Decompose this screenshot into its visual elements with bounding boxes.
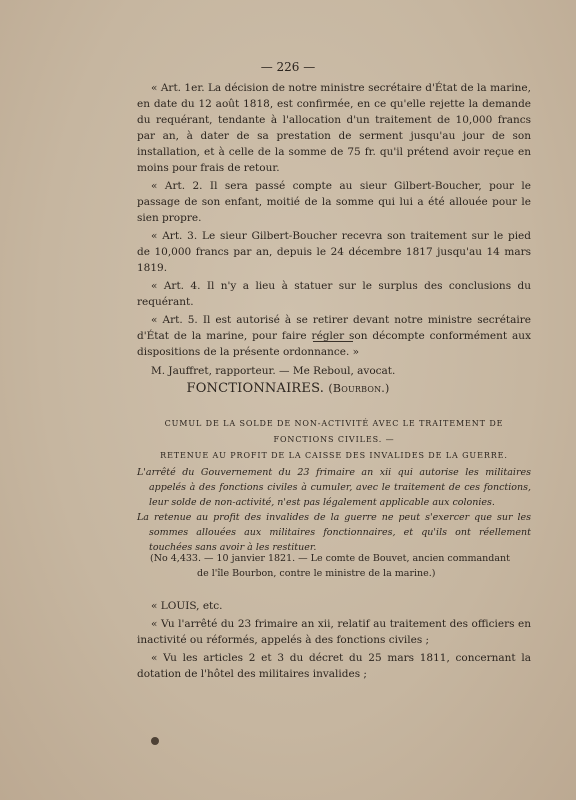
reference-line-1: (No 4,433. — 10 janvier 1821. — Le comte de Bouvet, ancien commandant	[150, 553, 510, 564]
decision-vu-2: « Vu les articles 2 et 3 du décret du 25 mars 1811, concernant la dotation de l'hôtel des militaires invalides ;	[137, 652, 531, 680]
section-heading	[0, 381, 576, 396]
summary-paragraph-1: L'arrêté du Gouvernement du 23 frimaire an xii qui autorise les militaires appelés à des fonctions civiles à cumuler, avec le traitement de ces fonctions, leur solde de non-activité, n'est pas légalement applicable aux colonies.	[137, 467, 531, 508]
page-number: — 226 —	[260, 60, 316, 74]
subtitle-line-1: CUMUL DE LA SOLDE DE NON-ACTIVITÉ AVEC LE TRAITEMENT DE FONCTIONS CIVILES. —	[164, 419, 504, 444]
summary-paragraph-2: La retenue au profit des invalides de la guerre ne peut s'exercer que sur les sommes allouées aux militaires fonctionnaires, et qu'ils ont réellement touchées sans avoir à les restituer.	[137, 512, 531, 553]
section-place: (Bourbon.)	[328, 382, 390, 395]
decision-vu-1: « Vu l'arrêté du 23 frimaire an xii, relatif au traitement des officiers en inactivité ou réformés, appelés à des fonctions civiles ;	[137, 618, 531, 646]
article-5: « Art. 5. Il est autorisé à se retirer devant notre ministre secrétaire d'État de la marine, pour faire régler son décompte conformément aux dispositions de la présente ordonnance. »	[137, 314, 531, 358]
section-subtitle	[137, 416, 531, 464]
article-2: « Art. 2. Il sera passé compte au sieur Gilbert-Boucher, pour le passage de son enfant, moitié de la somme qui lui a été allouée pour le sien propre.	[137, 180, 531, 224]
subtitle-line-2: RETENUE AU PROFIT DE LA CAISSE DES INVALIDES DE LA GUERRE.	[160, 451, 508, 460]
case-summary	[137, 465, 531, 555]
article-3: « Art. 3. Le sieur Gilbert-Boucher recevra son traitement sur le pied de 10,000 francs par an, depuis le 24 décembre 1817 jusqu'au 14 mars 1819.	[137, 230, 531, 274]
reference-line-2: de l'île Bourbon, contre le ministre de la marine.)	[197, 568, 436, 579]
article-4: « Art. 4. Il n'y a lieu à statuer sur le surplus des conclusions du requérant.	[137, 280, 531, 308]
case-reference	[150, 551, 531, 581]
decision-opening: « LOUIS, etc.	[151, 600, 223, 612]
articles-block	[137, 80, 531, 390]
article-1: « Art. 1er. La décision de notre ministre secrétaire d'État de la marine, en date du 12 août 1818, est confirmée, en ce qu'elle rejette la demande du requérant, tendante à l'allocation d'un traitement de 10,000 francs par an, à dater de sa prestation de serment jusqu'au jour de son installation, et à celle de la somme de 75 fr. qu'il prétend avoir reçue en moins pour frais de retour.	[137, 82, 531, 174]
signature-line: M. Jauffret, rapporteur. — Me Reboul, avocat.	[151, 365, 396, 377]
section-title: FONCTIONNAIRES.	[186, 381, 325, 396]
section-divider	[313, 341, 353, 342]
decision-text	[137, 598, 531, 684]
ink-stain	[151, 737, 159, 745]
